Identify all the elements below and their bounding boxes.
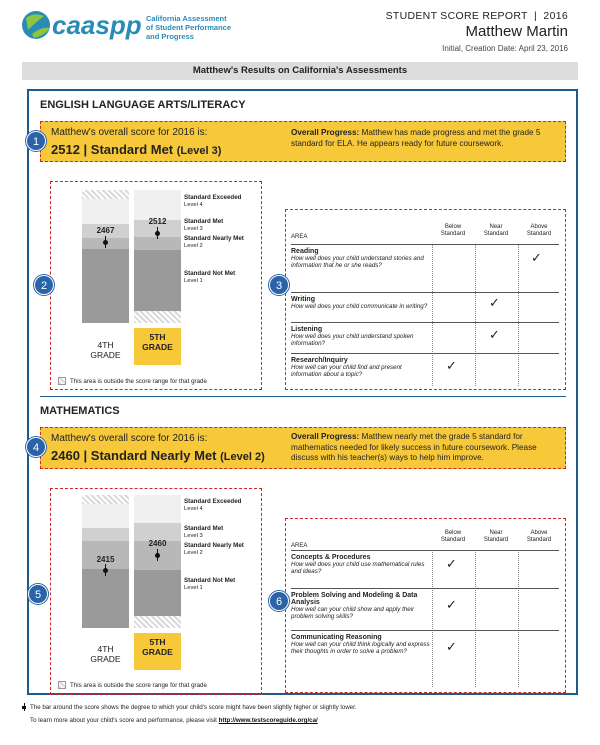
- score-dot: [103, 568, 108, 573]
- level2-num: Level 2: [184, 550, 203, 556]
- area-title: Reading: [291, 248, 319, 255]
- math-grade5-bar: [134, 495, 181, 628]
- grade5-text: 5TH: [149, 332, 166, 342]
- header-text: Near: [489, 530, 503, 536]
- table-header-above: [519, 224, 559, 238]
- level3-num: Level 3: [184, 533, 203, 539]
- level2-num: Level 2: [184, 243, 203, 249]
- level3-name: Standard Met: [184, 525, 224, 532]
- ela-grade4-score: 2467: [96, 226, 115, 235]
- grade4-text: 4TH: [97, 340, 114, 350]
- level3-num: Level 3: [184, 226, 203, 232]
- area-title: Concepts & Procedures: [291, 554, 371, 561]
- hatch-legend-swatch: [58, 681, 66, 689]
- header-text: Standard: [440, 231, 466, 237]
- header-text: Standard: [526, 231, 552, 237]
- creation-date: Initial, Creation Date: April 23, 2016: [442, 44, 568, 53]
- callout-badge-4: 4: [26, 437, 46, 457]
- logo-text: caaspp: [52, 10, 142, 40]
- level3-label: [184, 525, 223, 540]
- caaspp-logo: [22, 4, 142, 46]
- level4-segment: [134, 190, 181, 220]
- table-row: [291, 588, 559, 630]
- math-level-text: Standard Nearly Met: [90, 448, 217, 463]
- out-of-range-segment: [134, 311, 181, 323]
- math-progress-text: Matthew nearly met the grade 5 standard for mathematics needed for likely success in future coursework. Please discuss with his teacher(s) ways to help him improve.: [291, 432, 537, 462]
- ela-progress-label: Overall Progress:: [291, 128, 360, 137]
- ela-score-value: 2512: [51, 142, 80, 157]
- math-area-table: [291, 527, 559, 687]
- ela-chart-box: [50, 181, 262, 390]
- table-header-above: [519, 530, 559, 544]
- callout-badge-5: 5: [28, 584, 48, 604]
- level3-label: [184, 218, 223, 233]
- math-progress-label: Overall Progress:: [291, 432, 360, 441]
- table-row: [291, 353, 559, 385]
- grade5-label: [134, 633, 181, 670]
- callout-badge-2: 2: [34, 275, 54, 295]
- math-area-table-box: [285, 518, 566, 693]
- logo-subtitle-line: of Student Performance: [146, 23, 232, 32]
- table-header-area: AREA: [291, 234, 308, 240]
- header-text: Standard: [483, 537, 509, 543]
- error-bar-legend-icon: [22, 703, 26, 711]
- level4-segment: [82, 504, 129, 528]
- math-score-value: 2460: [51, 448, 80, 463]
- grade5-label: [134, 328, 181, 365]
- ela-grade5-bar: [134, 190, 181, 323]
- grade-text: GRADE: [90, 654, 121, 664]
- table-row: [291, 322, 559, 352]
- level4-segment: [134, 495, 181, 523]
- score-dot: [155, 231, 160, 236]
- check-mark: ✓: [446, 639, 457, 654]
- out-of-range-segment: [134, 616, 181, 628]
- callout-badge-1: 1: [26, 131, 46, 151]
- area-title: Research/Inquiry: [291, 357, 348, 364]
- table-row: [291, 550, 559, 588]
- ela-score-line: Matthew's overall score for 2016 is:: [51, 127, 208, 138]
- math-section-title: MATHEMATICS: [40, 405, 120, 417]
- level1-segment: [134, 570, 181, 616]
- area-title: Communicating Reasoning: [291, 634, 382, 641]
- table-row: [291, 292, 559, 322]
- check-mark: ✓: [531, 250, 542, 265]
- ela-level-text: Standard Met: [90, 142, 174, 157]
- area-description: How well does your child use mathematical rules and ideas?: [291, 561, 425, 576]
- area-description: How well can your child think logically and express their thoughts in order to solve a problem?: [291, 641, 430, 656]
- header-text: Standard: [526, 537, 552, 543]
- ela-section-title: ENGLISH LANGUAGE ARTS/LITERACY: [40, 99, 246, 111]
- hatch-legend-text: This area is outside the score range for that grade: [70, 378, 207, 385]
- level1-num: Level 1: [184, 278, 203, 284]
- level4-name: Standard Exceeded: [184, 498, 242, 505]
- header-text: Standard: [440, 537, 466, 543]
- ela-grade4-bar: [82, 190, 129, 323]
- level1-segment: [134, 250, 181, 311]
- grade-text: GRADE: [90, 350, 121, 360]
- table-header-near: [476, 530, 516, 544]
- level1-segment: [82, 249, 129, 323]
- table-row: [291, 244, 559, 282]
- header-text: Below: [444, 530, 462, 536]
- grade4-label: [82, 340, 129, 360]
- level3-segment: [82, 528, 129, 541]
- level2-name: Standard Nearly Met: [184, 235, 244, 242]
- callout-badge-3: 3: [269, 275, 289, 295]
- ela-area-table-box: [285, 209, 566, 390]
- check-mark: ✓: [489, 327, 500, 342]
- hatch-legend-swatch: [58, 377, 66, 385]
- report-title: STUDENT SCORE REPORT | 2016: [385, 10, 568, 22]
- grade4-label: [82, 644, 129, 664]
- table-row: [291, 630, 559, 676]
- level1-name: Standard Not Met: [184, 577, 236, 584]
- ela-score: 2512 | Standard Met (Level 3): [51, 142, 222, 157]
- table-header-below: [433, 224, 473, 238]
- math-level-num: (Level 2): [220, 451, 265, 463]
- level1-label: [184, 577, 235, 592]
- learn-more: [30, 717, 318, 724]
- level2-name: Standard Nearly Met: [184, 542, 244, 549]
- ela-area-table: [291, 218, 559, 388]
- out-of-range-segment: [82, 495, 129, 504]
- logo-subtitle-line: and Progress: [146, 32, 194, 41]
- section-divider: [40, 396, 566, 397]
- level1-num: Level 1: [184, 585, 203, 591]
- ela-level-num: (Level 3): [176, 145, 222, 157]
- level1-name: Standard Not Met: [184, 270, 236, 277]
- area-description: How well can your child find and present information about a topic?: [291, 364, 402, 379]
- results-banner: Matthew's Results on California's Assessments: [22, 62, 578, 80]
- check-mark: ✓: [446, 597, 457, 612]
- level1-label: [184, 270, 235, 285]
- header-text: Standard: [483, 231, 509, 237]
- ela-progress-text: Matthew has made progress and met the grade 5 standard for ELA. He appears ready for future coursework.: [291, 128, 541, 148]
- level4-num: Level 4: [184, 506, 203, 512]
- error-bar-note: The bar around the score shows the degree to which your child's score might have been slightly higher or slightly lower.: [30, 704, 357, 711]
- table-header-near: [476, 224, 516, 238]
- callout-badge-6: 6: [269, 591, 289, 611]
- level2-label: [184, 542, 244, 557]
- math-score: 2460 | Standard Nearly Met (Level 2): [51, 448, 265, 463]
- header-text: Above: [530, 530, 548, 536]
- area-description: How well does your child communicate in writing?: [291, 303, 428, 310]
- table-header-below: [433, 530, 473, 544]
- logo-subtitle: [146, 14, 231, 41]
- area-title: Problem Solving and Modeling & Data Analysis: [291, 592, 418, 606]
- score-dot: [155, 553, 160, 558]
- area-title: Listening: [291, 326, 323, 333]
- math-grade5-score: 2460: [148, 539, 167, 548]
- check-mark: ✓: [446, 556, 457, 571]
- table-header-area: AREA: [291, 543, 308, 549]
- math-grade4-score: 2415: [96, 555, 115, 564]
- out-of-range-segment: [82, 190, 129, 199]
- hatch-legend-text: This area is outside the score range for that grade: [70, 682, 207, 689]
- header-text: Above: [530, 224, 548, 230]
- level4-label: [184, 498, 241, 513]
- level4-num: Level 4: [184, 202, 203, 208]
- header-text: Near: [489, 224, 503, 230]
- ela-grade5-score: 2512: [148, 217, 167, 226]
- area-description: How well can your child show and apply their problem solving skills?: [291, 606, 415, 621]
- area-title: Writing: [291, 296, 315, 303]
- ela-score-box: [40, 121, 566, 162]
- logo-subtitle-line: California Assessment: [146, 14, 227, 23]
- grade-text: GRADE: [142, 647, 173, 657]
- level1-segment: [82, 569, 129, 628]
- grade4-text: 4TH: [97, 644, 114, 654]
- area-description: How well does your child understand spoken information?: [291, 333, 414, 348]
- level4-label: [184, 194, 241, 209]
- math-score-box: [40, 427, 566, 469]
- check-mark: ✓: [446, 358, 457, 373]
- ela-progress: [291, 128, 559, 149]
- score-dot: [103, 240, 108, 245]
- header-text: Below: [444, 224, 462, 230]
- math-chart-box: [50, 488, 262, 695]
- level4-segment: [82, 199, 129, 224]
- math-score-line: Matthew's overall score for 2016 is:: [51, 433, 208, 444]
- level4-name: Standard Exceeded: [184, 194, 242, 201]
- grade-text: GRADE: [142, 342, 173, 352]
- math-progress: [291, 432, 559, 464]
- grade5-text: 5TH: [149, 637, 166, 647]
- area-description: How well does your child understand stories and information that he or she reads?: [291, 255, 424, 270]
- check-mark: ✓: [489, 295, 500, 310]
- learn-more-text: To learn more about your child's score and performance, please visit: [30, 717, 217, 724]
- student-name: Matthew Martin: [465, 23, 568, 40]
- level3-name: Standard Met: [184, 218, 224, 225]
- level2-label: [184, 235, 244, 250]
- score-guide-link[interactable]: http://www.testscoreguide.org/ca/: [218, 717, 318, 724]
